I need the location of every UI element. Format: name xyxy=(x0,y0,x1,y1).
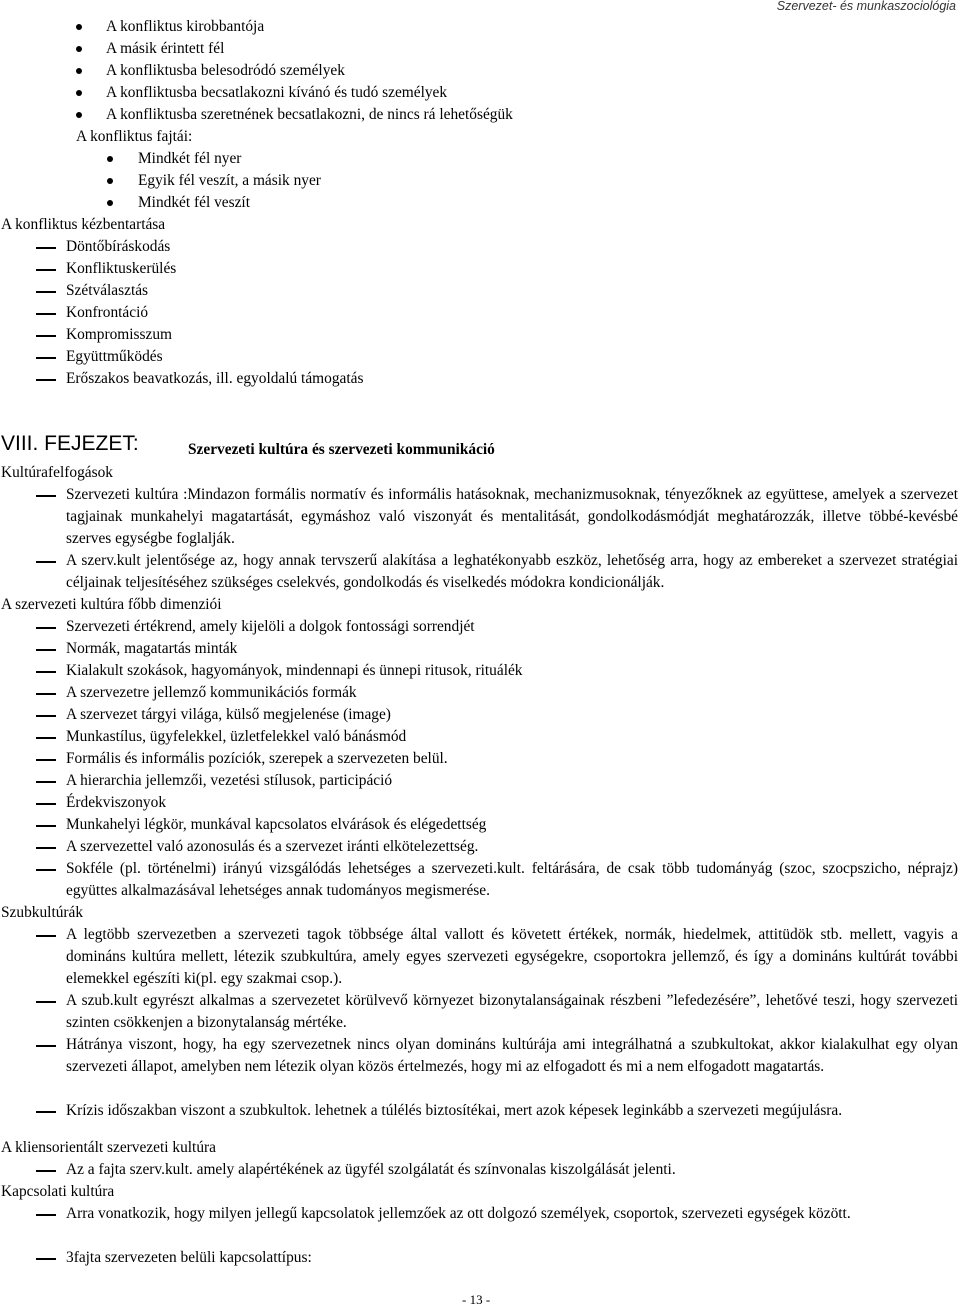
dash-icon xyxy=(36,357,56,359)
list-item: Konfrontáció xyxy=(66,304,149,321)
chapter-title: Szervezeti kultúra és szervezeti kommunikáció xyxy=(188,441,495,458)
list-item: Krízis időszakban viszont a szubkultok. lehetnek a túlélés biztosítékai, mert azok képesek leginkább a szervezeti megújulásra. xyxy=(66,1102,843,1119)
dash-icon xyxy=(36,693,56,695)
list-item: Kompromisszum xyxy=(66,326,173,343)
dash-icon xyxy=(36,737,56,739)
list-item: A hierarchia jellemzői, vezetési stílusok, participáció xyxy=(66,772,393,789)
chapter-number: VIII. FEJEZET: xyxy=(1,432,139,455)
dash-icon xyxy=(36,1045,56,1047)
section-heading: Kapcsolati kultúra xyxy=(1,1183,115,1200)
list-item: A konfliktusba belesodródó személyek xyxy=(106,62,345,79)
list-item: Arra vonatkozik, hogy milyen jellegű kapcsolatok jellemzőek az ott dolgozó személyek, csoportok, szervezeti egységek között. xyxy=(66,1205,851,1222)
bullet-icon xyxy=(76,90,82,96)
list-item: Az a fajta szerv.kult. amely alapértékének az ügyfél szolgálatát és színvonalas kiszolgálását jelenti. xyxy=(66,1161,676,1178)
list-item: Döntőbíráskodás xyxy=(66,238,171,255)
list-item: Együttműködés xyxy=(66,348,163,365)
bullet-icon xyxy=(76,68,82,74)
dash-icon xyxy=(36,715,56,717)
bullet-icon xyxy=(107,156,113,162)
dash-icon xyxy=(36,335,56,337)
dash-icon xyxy=(36,247,56,249)
list-item: Hátránya viszont, hogy, ha egy szervezetnek nincs olyan domináns kultúrája ami integrálhatná a szubkultokat, akkor kialakulhat egy olyan szervezeti állapot, amelyben nem létezik olyan közös értelmezés, hogy mi az elfogadott és mi a nem elfogadott magatartás. xyxy=(66,1036,958,1075)
dash-icon xyxy=(36,1001,56,1003)
list-item: A legtöbb szervezetben a szervezeti tagok többsége által vallott és követett értékek, normák, hiedelmek, attitüdök stb. mellett, vagyis a domináns kultúra mellett, létezik szubkultúra, amely egyes szervezeti egységekre, csoportokra jellemző, és így a domináns kultúrát további elemekkel egészíti ki(pl. egy szakmai csop.). xyxy=(66,926,958,987)
list-item: A konfliktusba szeretnének becsatlakozni, de nincs rá lehetőségük xyxy=(106,106,513,123)
dash-icon xyxy=(36,1170,56,1172)
dash-icon xyxy=(36,561,56,563)
dash-icon xyxy=(36,379,56,381)
section-heading: A konfliktus kézbentartása xyxy=(1,216,166,233)
list-item: Szervezeti kultúra :Mindazon formális normatív és informális hatásoknak, mechanizmusoknak, tényezőknek az együttese, amelyek a szervezet tagjainak munkahelyi magatartását, egymáshoz való viszonyát és mentalitását, gondolkodásmódját meghatározzák, illetve többé-kevésbé szerves egységbe foglalják. xyxy=(66,486,958,547)
list-item: Érdekviszonyok xyxy=(66,794,167,811)
dash-icon xyxy=(36,495,56,497)
list-item: Szervezeti értékrend, amely kijelöli a dolgok fontossági sorrendjét xyxy=(66,618,475,635)
page-number: - 13 - xyxy=(462,1292,491,1307)
section-heading: A konfliktus fajtái: xyxy=(76,128,193,145)
list-item: Sokféle (pl. történelmi) irányú vizsgálódás lehetséges a szervezeti.kult. feltárására, de csak több tudományág (szoc, szocpszicho, néprajz) együttes alkalmazásával lehetséges annak tudományos megismerése. xyxy=(66,860,958,899)
section-heading: A szervezeti kultúra főbb dimenziói xyxy=(1,596,222,613)
bullet-icon xyxy=(76,46,82,52)
dash-icon xyxy=(36,825,56,827)
list-item: A konfliktus kirobbantója xyxy=(106,18,265,35)
list-item: Kialakult szokások, hagyományok, mindennapi és ünnepi ritusok, rituálék xyxy=(66,662,523,679)
list-item: Normák, magatartás minták xyxy=(66,640,238,657)
list-item: Formális és informális pozíciók, szerepek a szervezeten belül. xyxy=(66,750,448,767)
dash-icon xyxy=(36,935,56,937)
dash-icon xyxy=(36,1258,56,1260)
dash-icon xyxy=(36,847,56,849)
dash-icon xyxy=(36,649,56,651)
dash-icon xyxy=(36,1111,56,1113)
list-item: Munkastílus, ügyfelekkel, üzletfelekkel való bánásmód xyxy=(66,728,407,745)
list-item: Mindkét fél veszít xyxy=(138,194,250,211)
list-item: Szétválasztás xyxy=(66,282,149,299)
section-heading: Szubkultúrák xyxy=(1,904,84,921)
bullet-icon xyxy=(76,24,82,30)
bullet-icon xyxy=(107,178,113,184)
list-item: A szervezet tárgyi világa, külső megjelenése (image) xyxy=(66,706,391,723)
list-item: 3fajta szervezeten belüli kapcsolattípus: xyxy=(66,1249,312,1266)
running-header: Szervezet- és munkaszociológia xyxy=(776,0,956,13)
list-item: Konfliktuskerülés xyxy=(66,260,177,277)
dash-icon xyxy=(36,627,56,629)
section-heading: A kliensorientált szervezeti kultúra xyxy=(1,1139,216,1156)
list-item: Munkahelyi légkör, munkával kapcsolatos elvárások és elégedettség xyxy=(66,816,487,833)
list-item: A szervezetre jellemző kommunikációs formák xyxy=(66,684,357,701)
list-item: Erőszakos beavatkozás, ill. egyoldalú támogatás xyxy=(66,370,364,387)
list-item: Mindkét fél nyer xyxy=(138,150,242,167)
list-item: A szervezettel való azonosulás és a szervezet iránti elkötelezettség. xyxy=(66,838,479,855)
bullet-icon xyxy=(107,200,113,206)
list-item: Egyik fél veszít, a másik nyer xyxy=(138,172,321,189)
list-item: A szerv.kult jelentősége az, hogy annak tervszerű alakítása a leghatékonyabb eszköz, lehetőség arra, hogy az embereket a szervezet stratégiai céljainak teljesítéséhez szükséges cselekvés, gondolkodás és viselkedés módokra kondicionálják. xyxy=(66,552,958,591)
dash-icon xyxy=(36,313,56,315)
dash-icon xyxy=(36,759,56,761)
list-item: A szub.kult egyrészt alkalmas a szervezetet körülvevő környezet bizonytalanságainak részbeni ”lefedezésére”, lehetővé teszi, hogy szervezeti szinten csökkenjen a bizonytalanság mértéke. xyxy=(66,992,958,1031)
bullet-icon xyxy=(76,112,82,118)
dash-icon xyxy=(36,1214,56,1216)
dash-icon xyxy=(36,781,56,783)
dash-icon xyxy=(36,869,56,871)
dash-icon xyxy=(36,291,56,293)
section-heading: Kultúrafelfogások xyxy=(1,464,113,481)
dash-icon xyxy=(36,671,56,673)
dash-icon xyxy=(36,269,56,271)
dash-icon xyxy=(36,803,56,805)
list-item: A konfliktusba becsatlakozni kívánó és tudó személyek xyxy=(106,84,448,101)
list-item: A másik érintett fél xyxy=(106,40,225,57)
